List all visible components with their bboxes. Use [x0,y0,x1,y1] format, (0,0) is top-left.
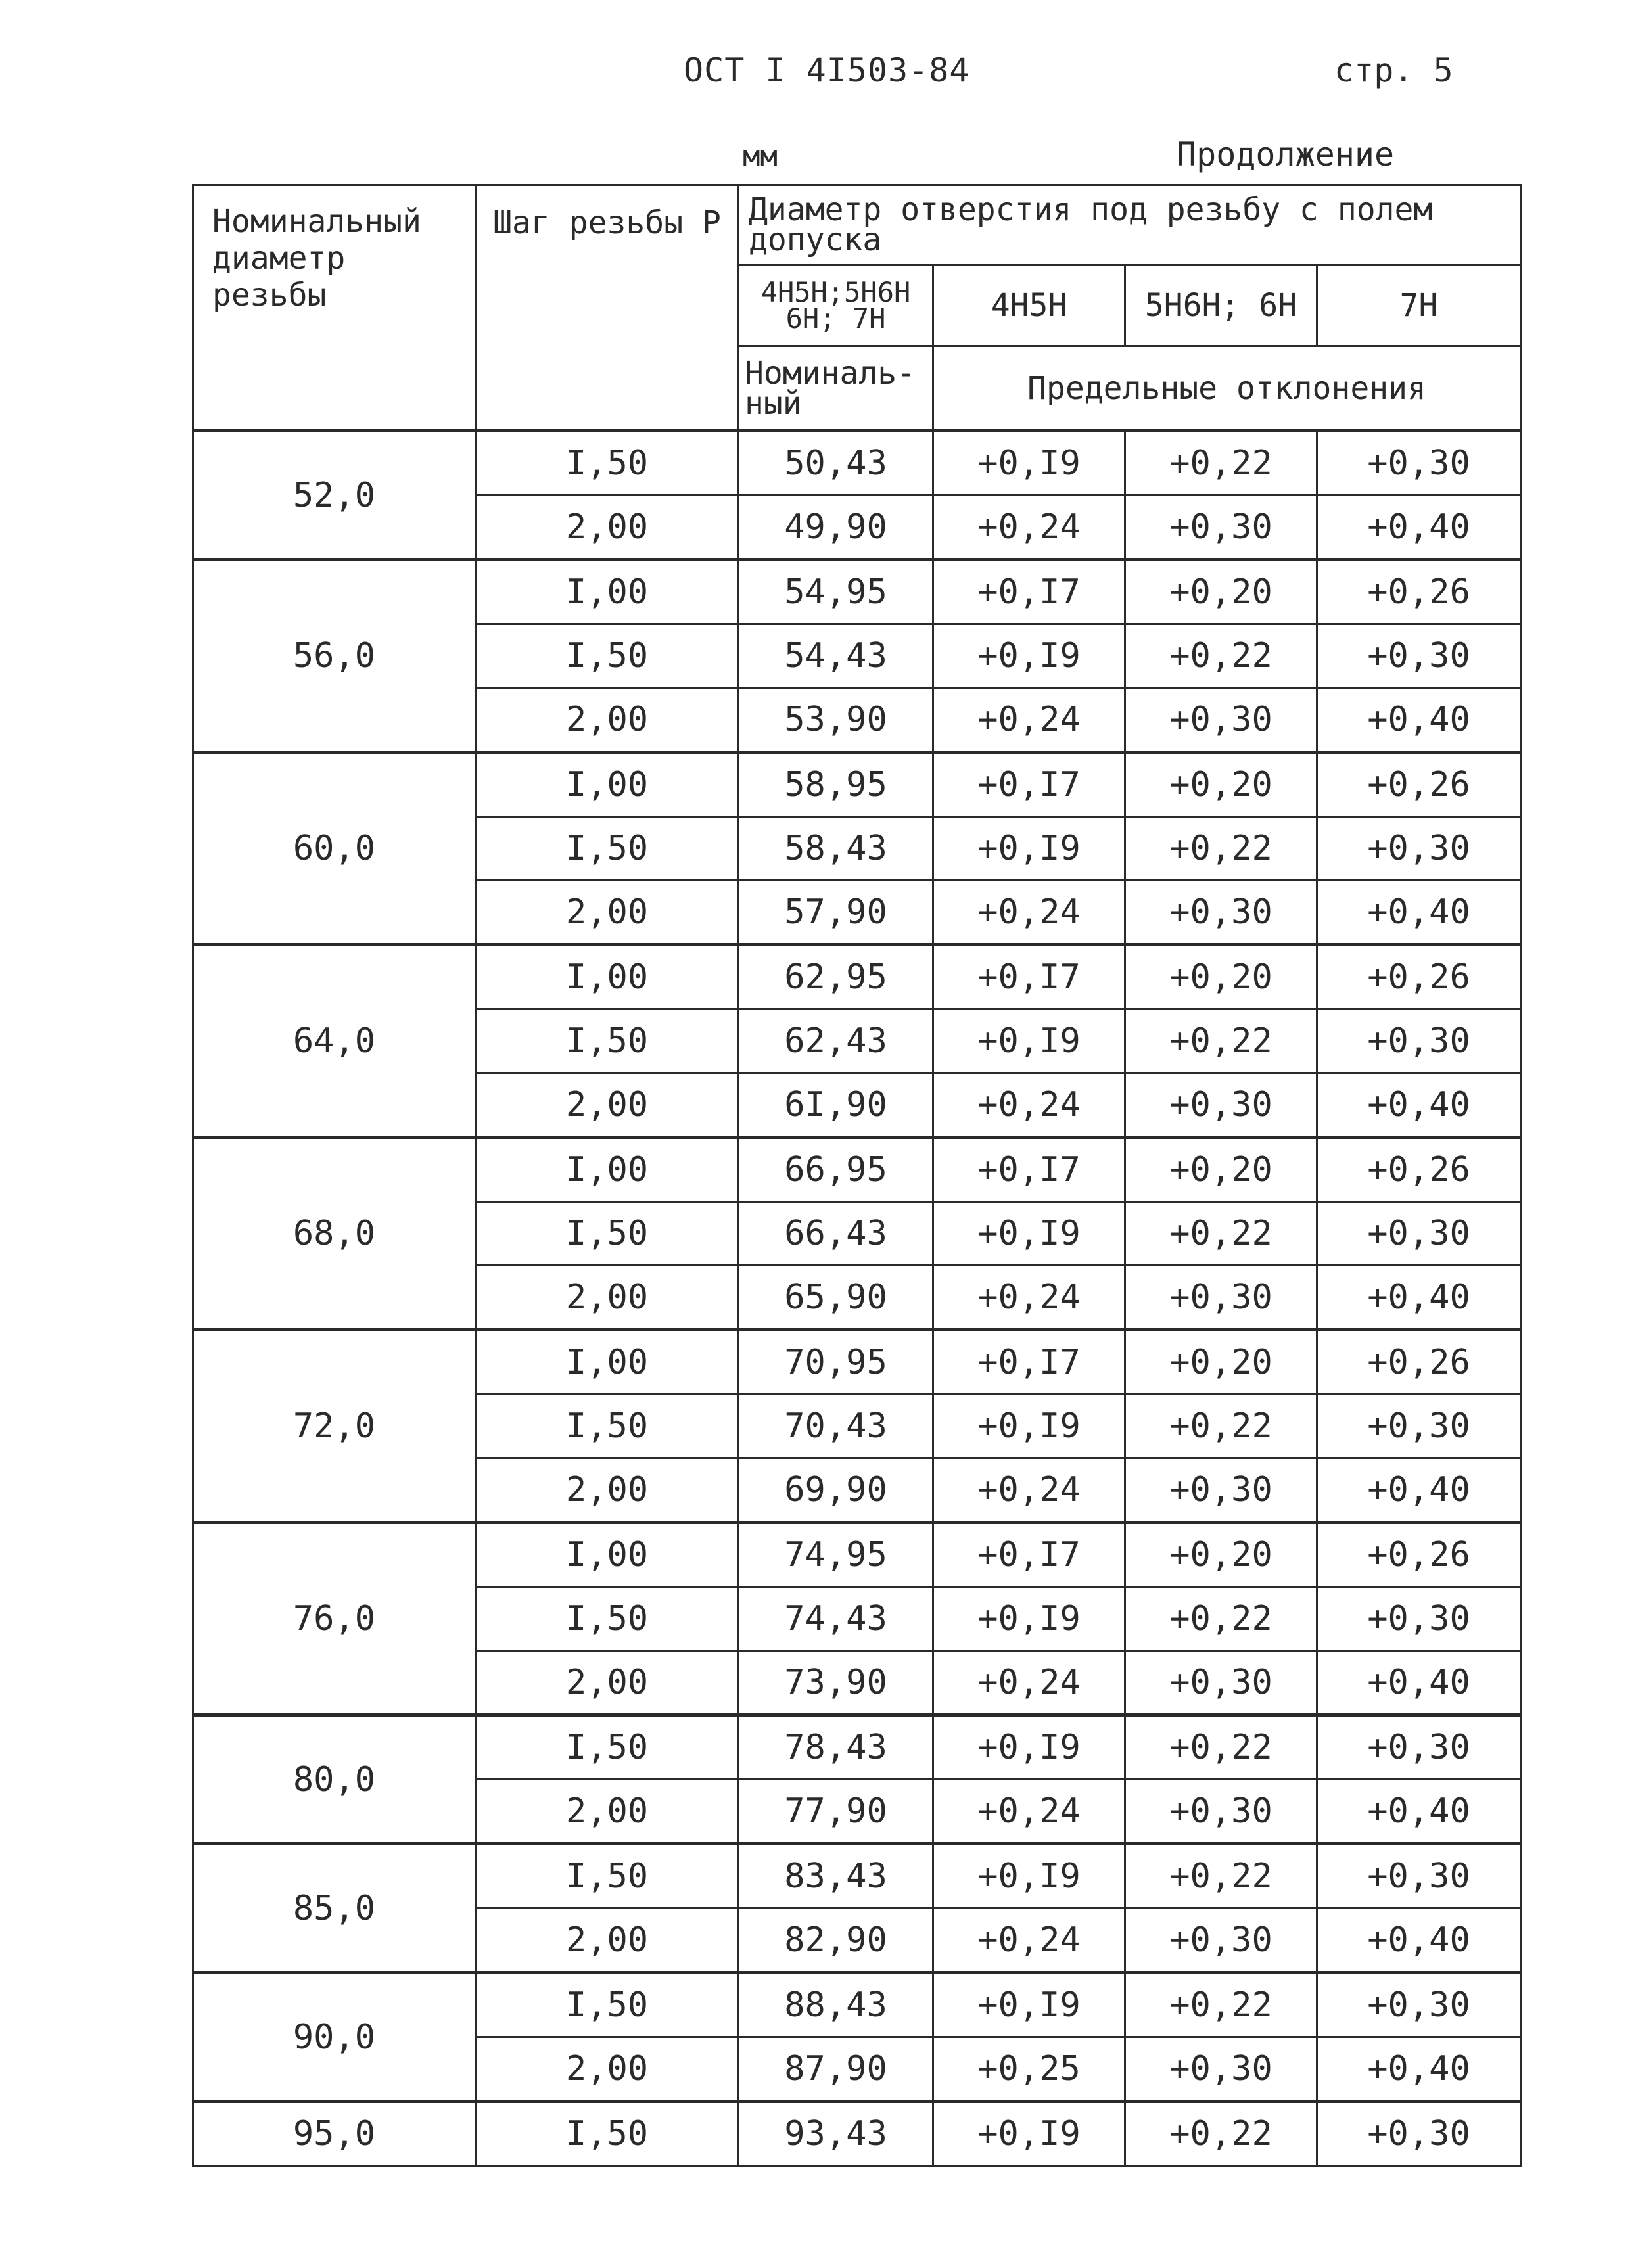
header-row-1 [193,185,1521,265]
deviation-7h-cell: +0,40 [1317,881,1521,945]
deviation-7h-cell: +0,30 [1317,1587,1521,1651]
nominal-cell: 66,43 [739,1202,933,1266]
nominal-cell: 87,90 [739,2037,933,2102]
deviation-4h5h-cell: +0,24 [933,881,1125,945]
pitch-cell: I,00 [476,1138,739,1202]
deviation-5h6h-cell: +0,30 [1125,496,1317,560]
pitch-cell: 2,00 [476,496,739,560]
continued-label: Продолжение [1177,135,1395,174]
deviation-5h6h-cell: +0,20 [1125,560,1317,624]
deviation-7h-cell: +0,30 [1317,1844,1521,1909]
pitch-cell: I,50 [476,1395,739,1458]
nominal-diameter-cell: 68,0 [193,1138,476,1330]
nominal-cell: 82,90 [739,1909,933,1973]
deviation-5h6h-cell: +0,30 [1125,688,1317,752]
header-7h: 7Н [1317,265,1521,346]
nominal-cell: 58,43 [739,817,933,881]
deviation-7h-cell: +0,30 [1317,1715,1521,1780]
nominal-cell: 88,43 [739,1973,933,2037]
nominal-cell: 62,43 [739,1009,933,1073]
pitch-cell: I,50 [476,1009,739,1073]
deviation-5h6h-cell: +0,22 [1125,431,1317,496]
table-row [193,945,1521,1009]
deviation-4h5h-cell: +0,I9 [933,1395,1125,1458]
nominal-diameter-cell: 64,0 [193,945,476,1138]
pitch-cell: 2,00 [476,1909,739,1973]
document-code: ОСТ I 4I503-84 [684,51,970,89]
nominal-cell: 58,95 [739,752,933,817]
pitch-cell: 2,00 [476,1458,739,1523]
deviation-7h-cell: +0,26 [1317,560,1521,624]
deviation-4h5h-cell: +0,24 [933,1909,1125,1973]
deviation-7h-cell: +0,26 [1317,945,1521,1009]
deviation-4h5h-cell: +0,I9 [933,1844,1125,1909]
nominal-cell: 65,90 [739,1266,933,1330]
deviation-7h-cell: +0,40 [1317,1458,1521,1523]
header-limit-deviations: Предельные отклонения [933,346,1521,431]
pitch-cell: 2,00 [476,1073,739,1138]
nominal-diameter-cell: 60,0 [193,752,476,945]
header-hole-diameter: Диаметр отверстия под резьбу с полем допуска [739,185,1521,265]
deviation-4h5h-cell: +0,I9 [933,624,1125,688]
table-row [193,1844,1521,1909]
thread-hole-table [192,184,1522,2167]
deviation-7h-cell: +0,30 [1317,431,1521,496]
deviation-4h5h-cell: +0,I7 [933,1523,1125,1587]
deviation-7h-cell: +0,40 [1317,1651,1521,1715]
table-body [193,185,1521,2166]
nominal-cell: 57,90 [739,881,933,945]
deviation-4h5h-cell: +0,24 [933,1266,1125,1330]
pitch-cell: 2,00 [476,1780,739,1844]
deviation-7h-cell: +0,30 [1317,2102,1521,2166]
deviation-4h5h-cell: +0,I7 [933,945,1125,1009]
nominal-diameter-cell: 56,0 [193,560,476,752]
nominal-cell: 53,90 [739,688,933,752]
deviation-5h6h-cell: +0,30 [1125,881,1317,945]
deviation-5h6h-cell: +0,30 [1125,1458,1317,1523]
nominal-cell: 93,43 [739,2102,933,2166]
nominal-cell: 70,95 [739,1330,933,1395]
deviation-5h6h-cell: +0,22 [1125,624,1317,688]
pitch-cell: I,00 [476,752,739,817]
pitch-cell: I,50 [476,2102,739,2166]
deviation-7h-cell: +0,26 [1317,1330,1521,1395]
deviation-4h5h-cell: +0,I9 [933,2102,1125,2166]
deviation-4h5h-cell: +0,I7 [933,752,1125,817]
deviation-5h6h-cell: +0,22 [1125,1973,1317,2037]
deviation-5h6h-cell: +0,20 [1125,1330,1317,1395]
deviation-7h-cell: +0,30 [1317,817,1521,881]
pitch-cell: I,50 [476,431,739,496]
pitch-cell: 2,00 [476,1266,739,1330]
deviation-7h-cell: +0,26 [1317,1138,1521,1202]
deviation-4h5h-cell: +0,I9 [933,1973,1125,2037]
deviation-4h5h-cell: +0,24 [933,496,1125,560]
deviation-5h6h-cell: +0,30 [1125,1073,1317,1138]
nominal-cell: 73,90 [739,1651,933,1715]
deviation-7h-cell: +0,40 [1317,1909,1521,1973]
deviation-4h5h-cell: +0,I9 [933,1009,1125,1073]
deviation-5h6h-cell: +0,22 [1125,1202,1317,1266]
deviation-4h5h-cell: +0,I9 [933,431,1125,496]
nominal-cell: 78,43 [739,1715,933,1780]
nominal-cell: 74,95 [739,1523,933,1587]
deviation-5h6h-cell: +0,20 [1125,945,1317,1009]
nominal-cell: 83,43 [739,1844,933,1909]
nominal-diameter-cell: 52,0 [193,431,476,560]
deviation-4h5h-cell: +0,I7 [933,1138,1125,1202]
deviation-5h6h-cell: +0,20 [1125,1523,1317,1587]
nominal-cell: 49,90 [739,496,933,560]
deviation-4h5h-cell: +0,24 [933,1458,1125,1523]
deviation-5h6h-cell: +0,22 [1125,817,1317,881]
table-row [193,1138,1521,1202]
deviation-5h6h-cell: +0,30 [1125,1909,1317,1973]
deviation-5h6h-cell: +0,22 [1125,1009,1317,1073]
pitch-cell: I,50 [476,817,739,881]
deviation-5h6h-cell: +0,22 [1125,1715,1317,1780]
table-row [193,431,1521,496]
deviation-7h-cell: +0,40 [1317,1266,1521,1330]
deviation-7h-cell: +0,30 [1317,1202,1521,1266]
nominal-diameter-cell: 76,0 [193,1523,476,1715]
pitch-cell: I,50 [476,1587,739,1651]
nominal-cell: 62,95 [739,945,933,1009]
deviation-7h-cell: +0,40 [1317,496,1521,560]
table-row [193,752,1521,817]
deviation-5h6h-cell: +0,30 [1125,1651,1317,1715]
deviation-7h-cell: +0,40 [1317,1073,1521,1138]
table-row [193,2102,1521,2166]
deviation-5h6h-cell: +0,20 [1125,1138,1317,1202]
deviation-5h6h-cell: +0,20 [1125,752,1317,817]
header-5h6h-6h: 5Н6Н; 6Н [1125,265,1317,346]
pitch-cell: I,50 [476,1973,739,2037]
deviation-7h-cell: +0,30 [1317,1395,1521,1458]
pitch-cell: I,50 [476,1844,739,1909]
nominal-cell: 74,43 [739,1587,933,1651]
page-number: стр. 5 [1334,51,1453,89]
pitch-cell: 2,00 [476,688,739,752]
deviation-4h5h-cell: +0,24 [933,1780,1125,1844]
deviation-5h6h-cell: +0,30 [1125,1780,1317,1844]
deviation-5h6h-cell: +0,22 [1125,1844,1317,1909]
table-row [193,560,1521,624]
nominal-diameter-cell: 72,0 [193,1330,476,1523]
deviation-7h-cell: +0,26 [1317,752,1521,817]
pitch-cell: I,00 [476,560,739,624]
deviation-7h-cell: +0,40 [1317,688,1521,752]
deviation-7h-cell: +0,26 [1317,1523,1521,1587]
pitch-cell: 2,00 [476,881,739,945]
table-row [193,1330,1521,1395]
header-nominal-diameter: Номинальный диаметр резьбы [193,185,476,431]
pitch-cell: I,00 [476,1523,739,1587]
units-label: мм [743,139,778,173]
pitch-cell: 2,00 [476,1651,739,1715]
deviation-4h5h-cell: +0,I9 [933,1587,1125,1651]
deviation-4h5h-cell: +0,24 [933,688,1125,752]
deviation-4h5h-cell: +0,25 [933,2037,1125,2102]
header-nominal: Номиналь- ный [739,346,933,431]
deviation-5h6h-cell: +0,30 [1125,2037,1317,2102]
deviation-4h5h-cell: +0,I7 [933,560,1125,624]
nominal-cell: 50,43 [739,431,933,496]
deviation-4h5h-cell: +0,24 [933,1651,1125,1715]
deviation-4h5h-cell: +0,I9 [933,817,1125,881]
pitch-cell: I,50 [476,1202,739,1266]
table-row [193,1715,1521,1780]
nominal-cell: 70,43 [739,1395,933,1458]
deviation-7h-cell: +0,40 [1317,2037,1521,2102]
deviation-7h-cell: +0,40 [1317,1780,1521,1844]
deviation-4h5h-cell: +0,I7 [933,1330,1125,1395]
pitch-cell: 2,00 [476,2037,739,2102]
deviation-4h5h-cell: +0,24 [933,1073,1125,1138]
pitch-cell: I,50 [476,624,739,688]
header-4h5h: 4Н5Н [933,265,1125,346]
deviation-5h6h-cell: +0,22 [1125,1395,1317,1458]
deviation-5h6h-cell: +0,22 [1125,2102,1317,2166]
nominal-cell: 6I,90 [739,1073,933,1138]
nominal-cell: 77,90 [739,1780,933,1844]
nominal-cell: 66,95 [739,1138,933,1202]
nominal-diameter-cell: 85,0 [193,1844,476,1973]
deviation-5h6h-cell: +0,30 [1125,1266,1317,1330]
deviation-7h-cell: +0,30 [1317,1973,1521,2037]
table-row [193,1973,1521,2037]
header-pitch: Шаг резьбы Р [476,185,739,431]
header-tolerance-combined: 4Н5Н;5Н6Н 6Н; 7Н [739,265,933,346]
pitch-cell: I,00 [476,945,739,1009]
nominal-diameter-cell: 90,0 [193,1973,476,2102]
nominal-cell: 54,95 [739,560,933,624]
deviation-7h-cell: +0,30 [1317,1009,1521,1073]
nominal-diameter-cell: 80,0 [193,1715,476,1844]
nominal-cell: 69,90 [739,1458,933,1523]
table-row [193,1523,1521,1587]
pitch-cell: I,00 [476,1330,739,1395]
nominal-diameter-cell: 95,0 [193,2102,476,2166]
nominal-cell: 54,43 [739,624,933,688]
pitch-cell: I,50 [476,1715,739,1780]
deviation-4h5h-cell: +0,I9 [933,1202,1125,1266]
deviation-7h-cell: +0,30 [1317,624,1521,688]
deviation-4h5h-cell: +0,I9 [933,1715,1125,1780]
deviation-5h6h-cell: +0,22 [1125,1587,1317,1651]
